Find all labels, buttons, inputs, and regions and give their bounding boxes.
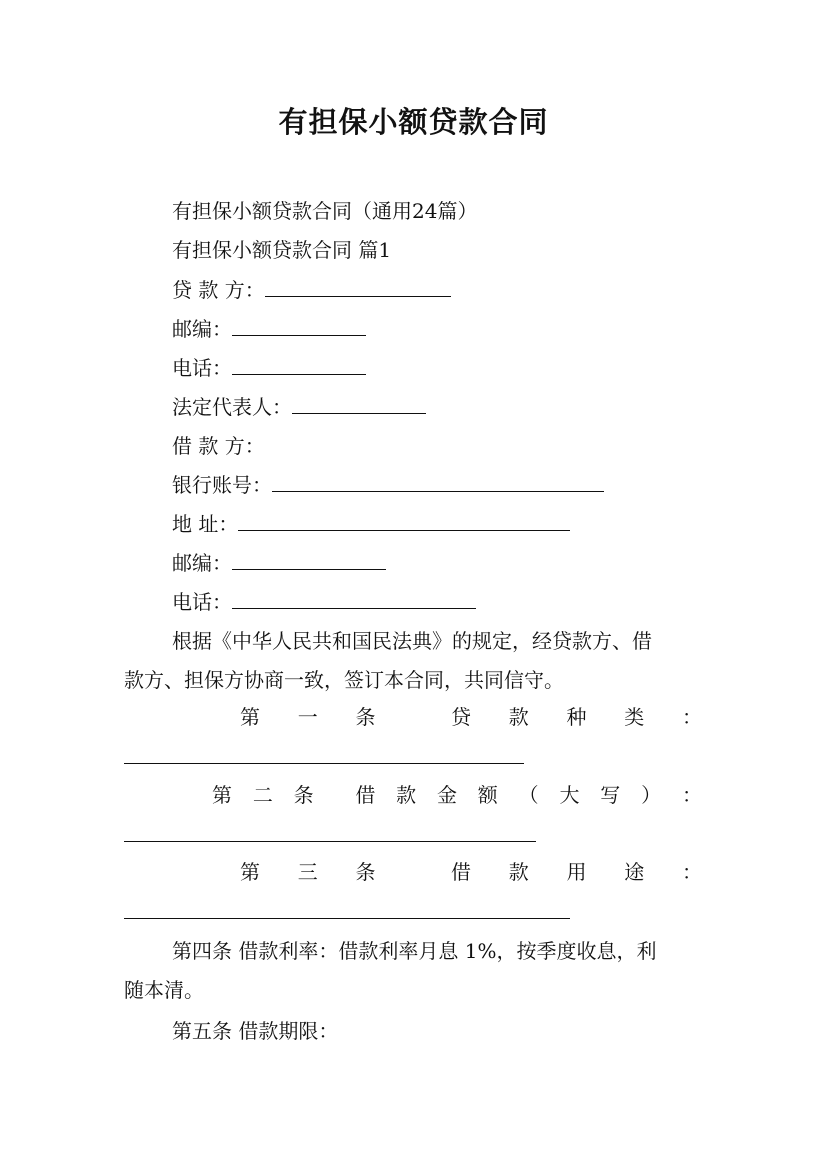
article-4-line-2: 随本清。 [124,978,204,1002]
phone1-blank[interactable] [232,354,366,375]
article-4 [124,932,702,1010]
lender-field [172,276,451,304]
borrower-field [172,432,265,460]
article-2-char: ： [681,783,702,807]
phone2-blank[interactable] [232,588,476,609]
phone1-label: 电话： [172,356,232,380]
article-5: 第五条 借款期限： [172,1019,339,1043]
legal-rep-field [172,393,426,421]
article-1-char: 一 [297,705,318,729]
intro-line-2: 款方、担保方协商一致，签订本合同，共同信守。 [124,668,564,692]
article-2-char: ） [641,783,662,807]
intro-paragraph [124,622,702,700]
article-2-blank[interactable] [124,840,536,842]
article-2-char: 条 [293,783,314,807]
borrower-label: 借 款 方： [172,434,265,458]
article-4-line-1: 第四条 借款利率：借款利率月息 1%，按季度收息，利 [172,939,657,963]
article-1-char: 条 [355,705,376,729]
legal-rep-blank[interactable] [292,393,426,414]
article-3 [124,858,702,886]
bank-account-label: 银行账号： [172,473,272,497]
phone2-label: 电话： [172,590,232,614]
phone2-field [172,588,476,616]
article-3-char: 条 [355,860,376,884]
article-3-char: ： [682,860,702,884]
article-3-char: 途 [624,860,645,884]
article-3-char: 三 [297,860,318,884]
postcode1-field [172,315,366,343]
article-3-blank[interactable] [124,917,570,919]
lender-label: 贷 款 方： [172,278,265,302]
intro-line-1: 根据《中华人民共和国民法典》的规定，经贷款方、借 [172,629,652,653]
article-1-char: 第 [240,705,260,729]
article-1-char: 种 [566,705,587,729]
article-2-char: 金 [436,783,457,807]
postcode2-label: 邮编： [172,551,232,575]
article-3-char: 借 [451,860,471,884]
address-label: 地 址： [172,512,239,536]
article-2-char: 借 [355,783,376,807]
phone1-field [172,354,366,382]
article-2-char: （ [518,783,539,807]
bank-account-blank[interactable] [272,471,604,492]
article-3-char: 第 [240,860,260,884]
postcode1-label: 邮编： [172,317,232,341]
article-2-char: 写 [600,783,621,807]
address-blank[interactable] [238,510,570,531]
article-1-blank[interactable] [124,762,524,764]
article-2-char: 额 [477,783,498,807]
bank-account-field [172,471,604,499]
article-1-char: 贷 [451,705,471,729]
article-2-char: 款 [396,783,417,807]
article-3-char: 用 [566,860,587,884]
section-heading: 有担保小额贷款合同 篇1 [172,238,392,262]
address-field [172,510,570,538]
article-2 [124,781,702,809]
article-2-char: 大 [559,783,580,807]
lender-blank[interactable] [265,276,451,297]
postcode2-blank[interactable] [232,549,386,570]
article-1-char: ： [682,705,702,729]
article-2-char: 第 [212,783,232,807]
postcode1-blank[interactable] [232,315,366,336]
article-1-char: 类 [624,705,645,729]
document-title: 有担保小额贷款合同 [278,105,549,139]
article-1 [124,703,702,731]
subtitle: 有担保小额贷款合同（通用24篇） [172,199,478,223]
article-2-char: 二 [252,783,273,807]
legal-rep-label: 法定代表人： [172,395,292,419]
article-3-char: 款 [508,860,529,884]
postcode2-field [172,549,386,577]
article-1-char: 款 [508,705,529,729]
